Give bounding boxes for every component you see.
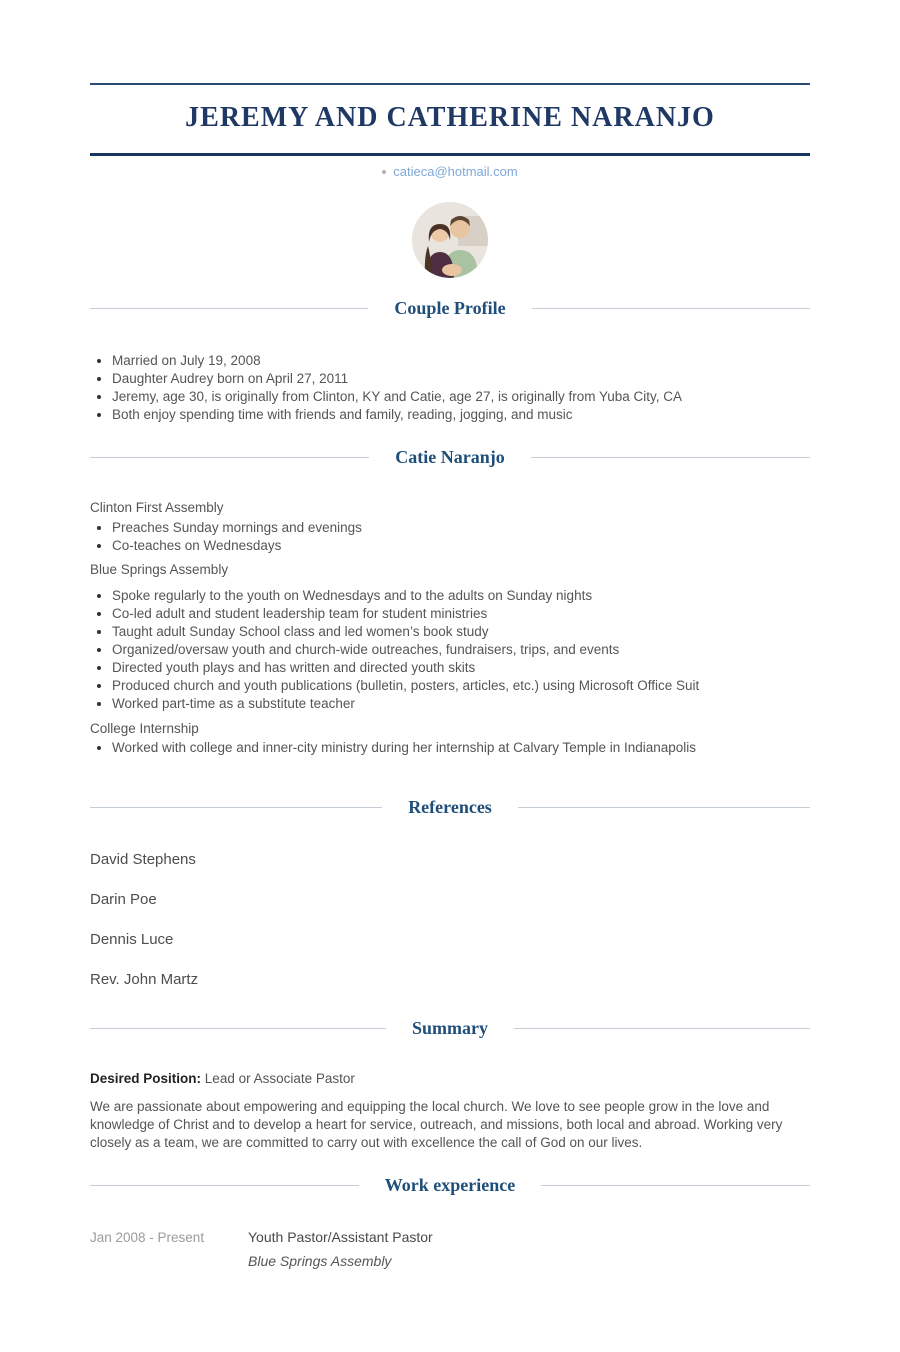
list-item: Organized/oversaw youth and church-wide outreaches, fundraisers, trips, and events (90, 641, 810, 659)
heading-rule-right (518, 807, 810, 808)
list-item: Directed youth plays and has written and directed youth skits (90, 659, 810, 677)
reference-name: Rev. John Martz (90, 971, 199, 988)
section-heading-catie-naranjo (90, 446, 810, 468)
photo-container (90, 202, 810, 278)
desired-position-line (90, 1071, 810, 1087)
work-dates: Jan 2008 - Present (90, 1230, 205, 1245)
list-item: Preaches Sunday mornings and evenings (90, 519, 810, 537)
list-item: Both enjoy spending time with friends and family, reading, jogging, and music (90, 406, 810, 424)
list-item: Worked part-time as a substitute teacher (90, 695, 810, 713)
desired-position-value: Lead or Associate Pastor (204, 1071, 355, 1086)
header-bottom-rule (90, 153, 810, 156)
heading-rule-left (90, 807, 382, 808)
heading-rule-right (531, 457, 810, 458)
group-label-clinton-first-assembly: Clinton First Assembly (90, 500, 224, 515)
work-entry-main (248, 1229, 810, 1270)
section-title: Work experience (384, 1175, 516, 1195)
heading-rule-right (532, 308, 810, 309)
couple-profile-list (90, 352, 810, 424)
list-item: Worked with college and inner-city ministry during her internship at Calvary Temple in Indianapolis (90, 739, 810, 757)
list-item: Produced church and youth publications (bulletin, posters, articles, etc.) using Microsoft Office Suit (90, 677, 810, 695)
work-organization: Blue Springs Assembly (248, 1253, 392, 1269)
group-label-college-internship: College Internship (90, 721, 199, 736)
email-bullet-icon (382, 170, 386, 174)
clinton-first-assembly-list (90, 519, 810, 555)
resume-document (90, 83, 810, 1270)
list-item: Daughter Audrey born on April 27, 2011 (90, 370, 810, 388)
email-link[interactable]: catieca@hotmail.com (393, 164, 518, 179)
contact-row (90, 164, 810, 180)
heading-rule-right (514, 1028, 810, 1029)
section-title: Summary (412, 1018, 488, 1038)
list-item: Taught adult Sunday School class and led women’s book study (90, 623, 810, 641)
summary-paragraph: We are passionate about empowering and equipping the local church. We love to see people grow in the love and knowledge of Christ and to develop a heart for service, outreach, and missions, both local and abroad. Working very closely as a team, we are committed to carry out with excellence the call of God on our lives. (90, 1099, 783, 1150)
heading-rule-left (90, 457, 369, 458)
work-title: Youth Pastor/Assistant Pastor (248, 1229, 433, 1245)
section-heading-references (90, 796, 810, 818)
list-item: Spoke regularly to the youth on Wednesdays and to the adults on Sunday nights (90, 587, 810, 605)
reference-name: Dennis Luce (90, 931, 174, 948)
desired-position-label: Desired Position: (90, 1071, 202, 1086)
work-experience-entry (90, 1229, 810, 1270)
heading-rule-left (90, 1185, 359, 1186)
reference-name: Darin Poe (90, 891, 157, 908)
section-heading-work-experience (90, 1174, 810, 1196)
section-heading-couple-profile (90, 297, 810, 319)
list-item: Jeremy, age 30, is originally from Clinton, KY and Catie, age 27, is originally from Yuba City, CA (90, 388, 810, 406)
section-heading-summary (90, 1017, 810, 1039)
heading-rule-right (541, 1185, 810, 1186)
blue-springs-assembly-list (90, 587, 810, 713)
couple-photo (412, 202, 488, 278)
section-title: Couple Profile (394, 298, 506, 318)
heading-rule-left (90, 308, 368, 309)
reference-name: David Stephens (90, 851, 196, 868)
section-title: References (408, 797, 492, 817)
list-item: Co-led adult and student leadership team for student ministries (90, 605, 810, 623)
heading-rule-left (90, 1028, 386, 1029)
list-item: Co-teaches on Wednesdays (90, 537, 810, 555)
page-title: JEREMY AND CATHERINE NARANJO (185, 102, 715, 133)
header-top-rule (90, 83, 810, 85)
group-label-blue-springs-assembly: Blue Springs Assembly (90, 562, 229, 577)
couple-photo-image (412, 202, 488, 278)
list-item: Married on July 19, 2008 (90, 352, 810, 370)
section-title: Catie Naranjo (395, 447, 505, 467)
college-internship-list (90, 739, 810, 757)
